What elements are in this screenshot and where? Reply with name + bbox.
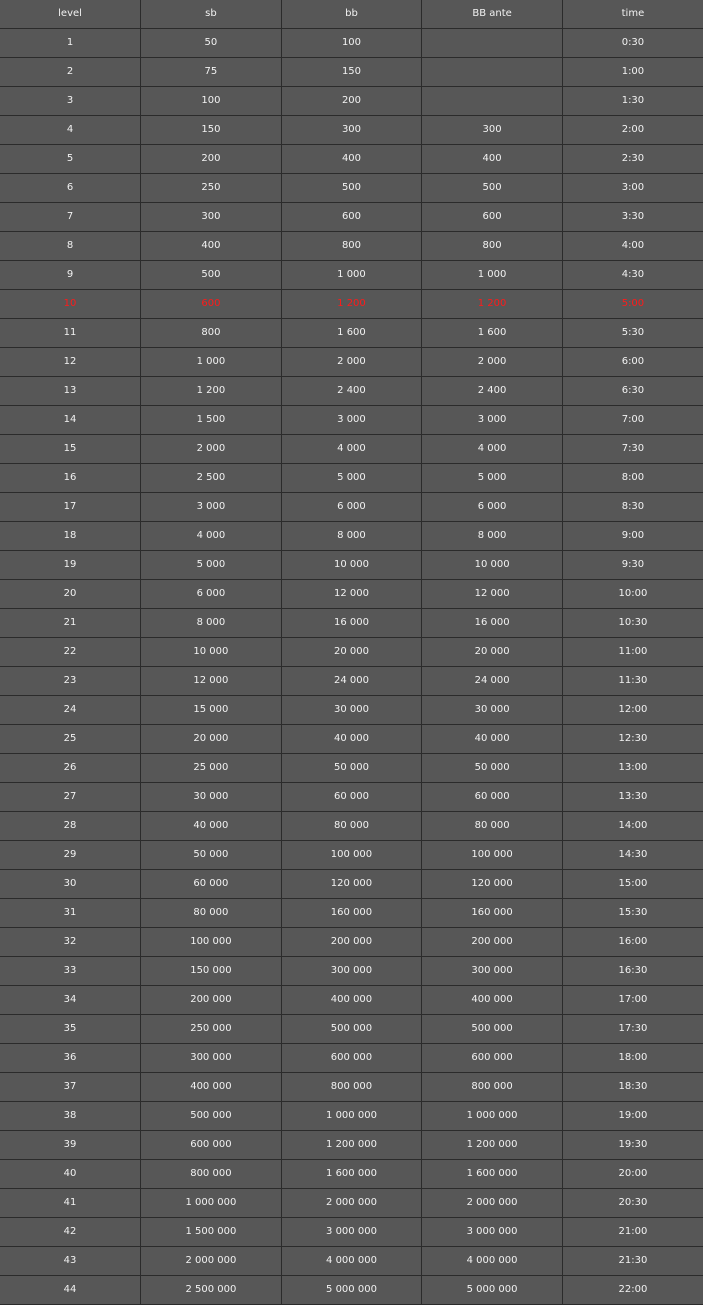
table-row	[0, 29, 703, 58]
bb-ante-cell: 80 000	[422, 812, 563, 841]
time-cell: 5:30	[562, 319, 703, 348]
big-blind-cell: 5 000 000	[281, 1276, 422, 1305]
small-blind-cell: 2 000	[141, 435, 282, 464]
big-blind-cell: 500	[281, 174, 422, 203]
time-cell: 12:00	[562, 696, 703, 725]
table-row	[0, 406, 703, 435]
bb-ante-cell: 600 000	[422, 1044, 563, 1073]
level-cell: 31	[0, 899, 141, 928]
bb-ante-cell: 800	[422, 232, 563, 261]
table-row	[0, 203, 703, 232]
time-cell: 15:30	[562, 899, 703, 928]
table-row	[0, 1160, 703, 1189]
time-cell: 2:30	[562, 145, 703, 174]
time-cell: 4:30	[562, 261, 703, 290]
time-cell: 15:00	[562, 870, 703, 899]
header-small-blind: sb	[141, 0, 282, 29]
table-row	[0, 870, 703, 899]
bb-ante-cell: 4 000 000	[422, 1247, 563, 1276]
big-blind-cell: 4 000 000	[281, 1247, 422, 1276]
level-cell: 17	[0, 493, 141, 522]
table-row	[0, 1102, 703, 1131]
time-cell: 8:30	[562, 493, 703, 522]
table-row	[0, 1073, 703, 1102]
big-blind-cell: 300	[281, 116, 422, 145]
small-blind-cell: 8 000	[141, 609, 282, 638]
bb-ante-cell: 600	[422, 203, 563, 232]
bb-ante-cell: 2 000 000	[422, 1189, 563, 1218]
small-blind-cell: 800 000	[141, 1160, 282, 1189]
bb-ante-cell: 12 000	[422, 580, 563, 609]
table-row	[0, 812, 703, 841]
table-row	[0, 116, 703, 145]
small-blind-cell: 80 000	[141, 899, 282, 928]
small-blind-cell: 300	[141, 203, 282, 232]
time-cell: 19:30	[562, 1131, 703, 1160]
big-blind-cell: 120 000	[281, 870, 422, 899]
level-cell: 28	[0, 812, 141, 841]
time-cell: 20:00	[562, 1160, 703, 1189]
small-blind-cell: 150	[141, 116, 282, 145]
bb-ante-cell: 1 200 000	[422, 1131, 563, 1160]
small-blind-cell: 40 000	[141, 812, 282, 841]
level-cell: 19	[0, 551, 141, 580]
table-row	[0, 290, 703, 319]
small-blind-cell: 1 200	[141, 377, 282, 406]
big-blind-cell: 300 000	[281, 957, 422, 986]
level-cell: 24	[0, 696, 141, 725]
time-cell: 17:30	[562, 1015, 703, 1044]
bb-ante-cell: 300 000	[422, 957, 563, 986]
time-cell: 11:30	[562, 667, 703, 696]
level-cell: 43	[0, 1247, 141, 1276]
level-cell: 1	[0, 29, 141, 58]
table-row	[0, 841, 703, 870]
big-blind-cell: 1 200	[281, 290, 422, 319]
time-cell: 6:00	[562, 348, 703, 377]
table-row	[0, 1044, 703, 1073]
bb-ante-cell: 5 000	[422, 464, 563, 493]
time-cell: 4:00	[562, 232, 703, 261]
small-blind-cell: 1 000 000	[141, 1189, 282, 1218]
big-blind-cell: 2 400	[281, 377, 422, 406]
level-cell: 13	[0, 377, 141, 406]
big-blind-cell: 400 000	[281, 986, 422, 1015]
level-cell: 6	[0, 174, 141, 203]
level-cell: 26	[0, 754, 141, 783]
small-blind-cell: 400	[141, 232, 282, 261]
bb-ante-cell: 1 600 000	[422, 1160, 563, 1189]
time-cell: 13:30	[562, 783, 703, 812]
table-row	[0, 145, 703, 174]
time-cell: 8:00	[562, 464, 703, 493]
small-blind-cell: 100	[141, 87, 282, 116]
bb-ante-cell: 100 000	[422, 841, 563, 870]
big-blind-cell: 600 000	[281, 1044, 422, 1073]
big-blind-cell: 5 000	[281, 464, 422, 493]
level-cell: 36	[0, 1044, 141, 1073]
time-cell: 19:00	[562, 1102, 703, 1131]
big-blind-cell: 3 000	[281, 406, 422, 435]
bb-ante-cell: 16 000	[422, 609, 563, 638]
big-blind-cell: 8 000	[281, 522, 422, 551]
bb-ante-cell: 8 000	[422, 522, 563, 551]
level-cell: 3	[0, 87, 141, 116]
small-blind-cell: 3 000	[141, 493, 282, 522]
table-row	[0, 957, 703, 986]
table-header	[0, 0, 703, 29]
time-cell: 18:30	[562, 1073, 703, 1102]
level-cell: 41	[0, 1189, 141, 1218]
small-blind-cell: 15 000	[141, 696, 282, 725]
small-blind-cell: 60 000	[141, 870, 282, 899]
level-cell: 32	[0, 928, 141, 957]
small-blind-cell: 25 000	[141, 754, 282, 783]
level-cell: 5	[0, 145, 141, 174]
table-row	[0, 667, 703, 696]
time-cell: 10:00	[562, 580, 703, 609]
table-row	[0, 1131, 703, 1160]
header-level: level	[0, 0, 141, 29]
level-cell: 12	[0, 348, 141, 377]
table-row	[0, 261, 703, 290]
small-blind-cell: 600 000	[141, 1131, 282, 1160]
small-blind-cell: 50	[141, 29, 282, 58]
level-cell: 35	[0, 1015, 141, 1044]
table-row	[0, 1015, 703, 1044]
table-row	[0, 899, 703, 928]
bb-ante-cell: 400	[422, 145, 563, 174]
time-cell: 5:00	[562, 290, 703, 319]
time-cell: 12:30	[562, 725, 703, 754]
big-blind-cell: 800	[281, 232, 422, 261]
big-blind-cell: 200	[281, 87, 422, 116]
big-blind-cell: 6 000	[281, 493, 422, 522]
table-row	[0, 232, 703, 261]
level-cell: 9	[0, 261, 141, 290]
bb-ante-cell	[422, 29, 563, 58]
small-blind-cell: 200 000	[141, 986, 282, 1015]
table-row	[0, 609, 703, 638]
table-row	[0, 986, 703, 1015]
level-cell: 22	[0, 638, 141, 667]
table-body	[0, 29, 703, 1305]
bb-ante-cell: 1 200	[422, 290, 563, 319]
time-cell: 1:00	[562, 58, 703, 87]
small-blind-cell: 50 000	[141, 841, 282, 870]
level-cell: 29	[0, 841, 141, 870]
table-row	[0, 725, 703, 754]
time-cell: 17:00	[562, 986, 703, 1015]
big-blind-cell: 4 000	[281, 435, 422, 464]
small-blind-cell: 200	[141, 145, 282, 174]
bb-ante-cell: 2 000	[422, 348, 563, 377]
header-big-blind: bb	[281, 0, 422, 29]
bb-ante-cell: 4 000	[422, 435, 563, 464]
big-blind-cell: 600	[281, 203, 422, 232]
bb-ante-cell: 5 000 000	[422, 1276, 563, 1305]
time-cell: 7:00	[562, 406, 703, 435]
big-blind-cell: 30 000	[281, 696, 422, 725]
level-cell: 15	[0, 435, 141, 464]
small-blind-cell: 2 500	[141, 464, 282, 493]
bb-ante-cell: 40 000	[422, 725, 563, 754]
bb-ante-cell: 1 000	[422, 261, 563, 290]
small-blind-cell: 1 000	[141, 348, 282, 377]
big-blind-cell: 12 000	[281, 580, 422, 609]
bb-ante-cell: 3 000	[422, 406, 563, 435]
time-cell: 13:00	[562, 754, 703, 783]
level-cell: 16	[0, 464, 141, 493]
time-cell: 14:30	[562, 841, 703, 870]
level-cell: 4	[0, 116, 141, 145]
small-blind-cell: 100 000	[141, 928, 282, 957]
level-cell: 42	[0, 1218, 141, 1247]
time-cell: 6:30	[562, 377, 703, 406]
big-blind-cell: 10 000	[281, 551, 422, 580]
big-blind-cell: 500 000	[281, 1015, 422, 1044]
level-cell: 20	[0, 580, 141, 609]
small-blind-cell: 800	[141, 319, 282, 348]
small-blind-cell: 75	[141, 58, 282, 87]
level-cell: 7	[0, 203, 141, 232]
level-cell: 8	[0, 232, 141, 261]
small-blind-cell: 6 000	[141, 580, 282, 609]
table-row	[0, 580, 703, 609]
table-row	[0, 1189, 703, 1218]
time-cell: 11:00	[562, 638, 703, 667]
big-blind-cell: 1 200 000	[281, 1131, 422, 1160]
small-blind-cell: 2 000 000	[141, 1247, 282, 1276]
time-cell: 3:00	[562, 174, 703, 203]
table-row	[0, 928, 703, 957]
big-blind-cell: 100	[281, 29, 422, 58]
big-blind-cell: 400	[281, 145, 422, 174]
time-cell: 10:30	[562, 609, 703, 638]
big-blind-cell: 100 000	[281, 841, 422, 870]
header-row	[0, 0, 703, 29]
bb-ante-cell: 160 000	[422, 899, 563, 928]
big-blind-cell: 80 000	[281, 812, 422, 841]
bb-ante-cell	[422, 87, 563, 116]
bb-ante-cell: 200 000	[422, 928, 563, 957]
level-cell: 40	[0, 1160, 141, 1189]
bb-ante-cell: 60 000	[422, 783, 563, 812]
small-blind-cell: 250 000	[141, 1015, 282, 1044]
small-blind-cell: 10 000	[141, 638, 282, 667]
big-blind-cell: 160 000	[281, 899, 422, 928]
table-row	[0, 696, 703, 725]
big-blind-cell: 200 000	[281, 928, 422, 957]
time-cell: 22:00	[562, 1276, 703, 1305]
level-cell: 18	[0, 522, 141, 551]
small-blind-cell: 300 000	[141, 1044, 282, 1073]
level-cell: 38	[0, 1102, 141, 1131]
time-cell: 7:30	[562, 435, 703, 464]
time-cell: 9:30	[562, 551, 703, 580]
bb-ante-cell	[422, 58, 563, 87]
level-cell: 23	[0, 667, 141, 696]
table-row	[0, 493, 703, 522]
time-cell: 14:00	[562, 812, 703, 841]
big-blind-cell: 800 000	[281, 1073, 422, 1102]
small-blind-cell: 20 000	[141, 725, 282, 754]
level-cell: 37	[0, 1073, 141, 1102]
header-bb-ante: BB ante	[422, 0, 563, 29]
table-row	[0, 754, 703, 783]
table-row	[0, 464, 703, 493]
bb-ante-cell: 500	[422, 174, 563, 203]
level-cell: 34	[0, 986, 141, 1015]
table-row	[0, 1276, 703, 1305]
time-cell: 9:00	[562, 522, 703, 551]
big-blind-cell: 40 000	[281, 725, 422, 754]
bb-ante-cell: 6 000	[422, 493, 563, 522]
time-cell: 1:30	[562, 87, 703, 116]
big-blind-cell: 50 000	[281, 754, 422, 783]
time-cell: 16:30	[562, 957, 703, 986]
bb-ante-cell: 30 000	[422, 696, 563, 725]
big-blind-cell: 20 000	[281, 638, 422, 667]
small-blind-cell: 500 000	[141, 1102, 282, 1131]
table-row	[0, 319, 703, 348]
table-row	[0, 348, 703, 377]
level-cell: 14	[0, 406, 141, 435]
bb-ante-cell: 400 000	[422, 986, 563, 1015]
small-blind-cell: 2 500 000	[141, 1276, 282, 1305]
time-cell: 20:30	[562, 1189, 703, 1218]
level-cell: 25	[0, 725, 141, 754]
small-blind-cell: 5 000	[141, 551, 282, 580]
bb-ante-cell: 500 000	[422, 1015, 563, 1044]
table-row	[0, 783, 703, 812]
level-cell: 30	[0, 870, 141, 899]
bb-ante-cell: 20 000	[422, 638, 563, 667]
big-blind-cell: 1 000	[281, 261, 422, 290]
time-cell: 3:30	[562, 203, 703, 232]
level-cell: 10	[0, 290, 141, 319]
big-blind-cell: 1 600 000	[281, 1160, 422, 1189]
time-cell: 0:30	[562, 29, 703, 58]
small-blind-cell: 150 000	[141, 957, 282, 986]
big-blind-cell: 150	[281, 58, 422, 87]
small-blind-cell: 1 500	[141, 406, 282, 435]
table-row	[0, 435, 703, 464]
small-blind-cell: 250	[141, 174, 282, 203]
small-blind-cell: 12 000	[141, 667, 282, 696]
small-blind-cell: 30 000	[141, 783, 282, 812]
bb-ante-cell: 2 400	[422, 377, 563, 406]
table-row	[0, 58, 703, 87]
bb-ante-cell: 300	[422, 116, 563, 145]
time-cell: 16:00	[562, 928, 703, 957]
table-row	[0, 1247, 703, 1276]
big-blind-cell: 24 000	[281, 667, 422, 696]
bb-ante-cell: 800 000	[422, 1073, 563, 1102]
bb-ante-cell: 3 000 000	[422, 1218, 563, 1247]
small-blind-cell: 600	[141, 290, 282, 319]
big-blind-cell: 1 000 000	[281, 1102, 422, 1131]
bb-ante-cell: 50 000	[422, 754, 563, 783]
table-row	[0, 87, 703, 116]
big-blind-cell: 1 600	[281, 319, 422, 348]
level-cell: 33	[0, 957, 141, 986]
small-blind-cell: 500	[141, 261, 282, 290]
big-blind-cell: 3 000 000	[281, 1218, 422, 1247]
level-cell: 39	[0, 1131, 141, 1160]
small-blind-cell: 1 500 000	[141, 1218, 282, 1247]
level-cell: 44	[0, 1276, 141, 1305]
table-row	[0, 522, 703, 551]
time-cell: 21:30	[562, 1247, 703, 1276]
level-cell: 2	[0, 58, 141, 87]
big-blind-cell: 60 000	[281, 783, 422, 812]
big-blind-cell: 16 000	[281, 609, 422, 638]
big-blind-cell: 2 000	[281, 348, 422, 377]
table-row	[0, 1218, 703, 1247]
table-row	[0, 638, 703, 667]
level-cell: 27	[0, 783, 141, 812]
level-cell: 21	[0, 609, 141, 638]
level-cell: 11	[0, 319, 141, 348]
table-row	[0, 377, 703, 406]
bb-ante-cell: 24 000	[422, 667, 563, 696]
bb-ante-cell: 1 000 000	[422, 1102, 563, 1131]
time-cell: 18:00	[562, 1044, 703, 1073]
bb-ante-cell: 120 000	[422, 870, 563, 899]
small-blind-cell: 400 000	[141, 1073, 282, 1102]
big-blind-cell: 2 000 000	[281, 1189, 422, 1218]
table-row	[0, 174, 703, 203]
table-row	[0, 551, 703, 580]
header-time: time	[562, 0, 703, 29]
time-cell: 2:00	[562, 116, 703, 145]
time-cell: 21:00	[562, 1218, 703, 1247]
bb-ante-cell: 1 600	[422, 319, 563, 348]
bb-ante-cell: 10 000	[422, 551, 563, 580]
small-blind-cell: 4 000	[141, 522, 282, 551]
